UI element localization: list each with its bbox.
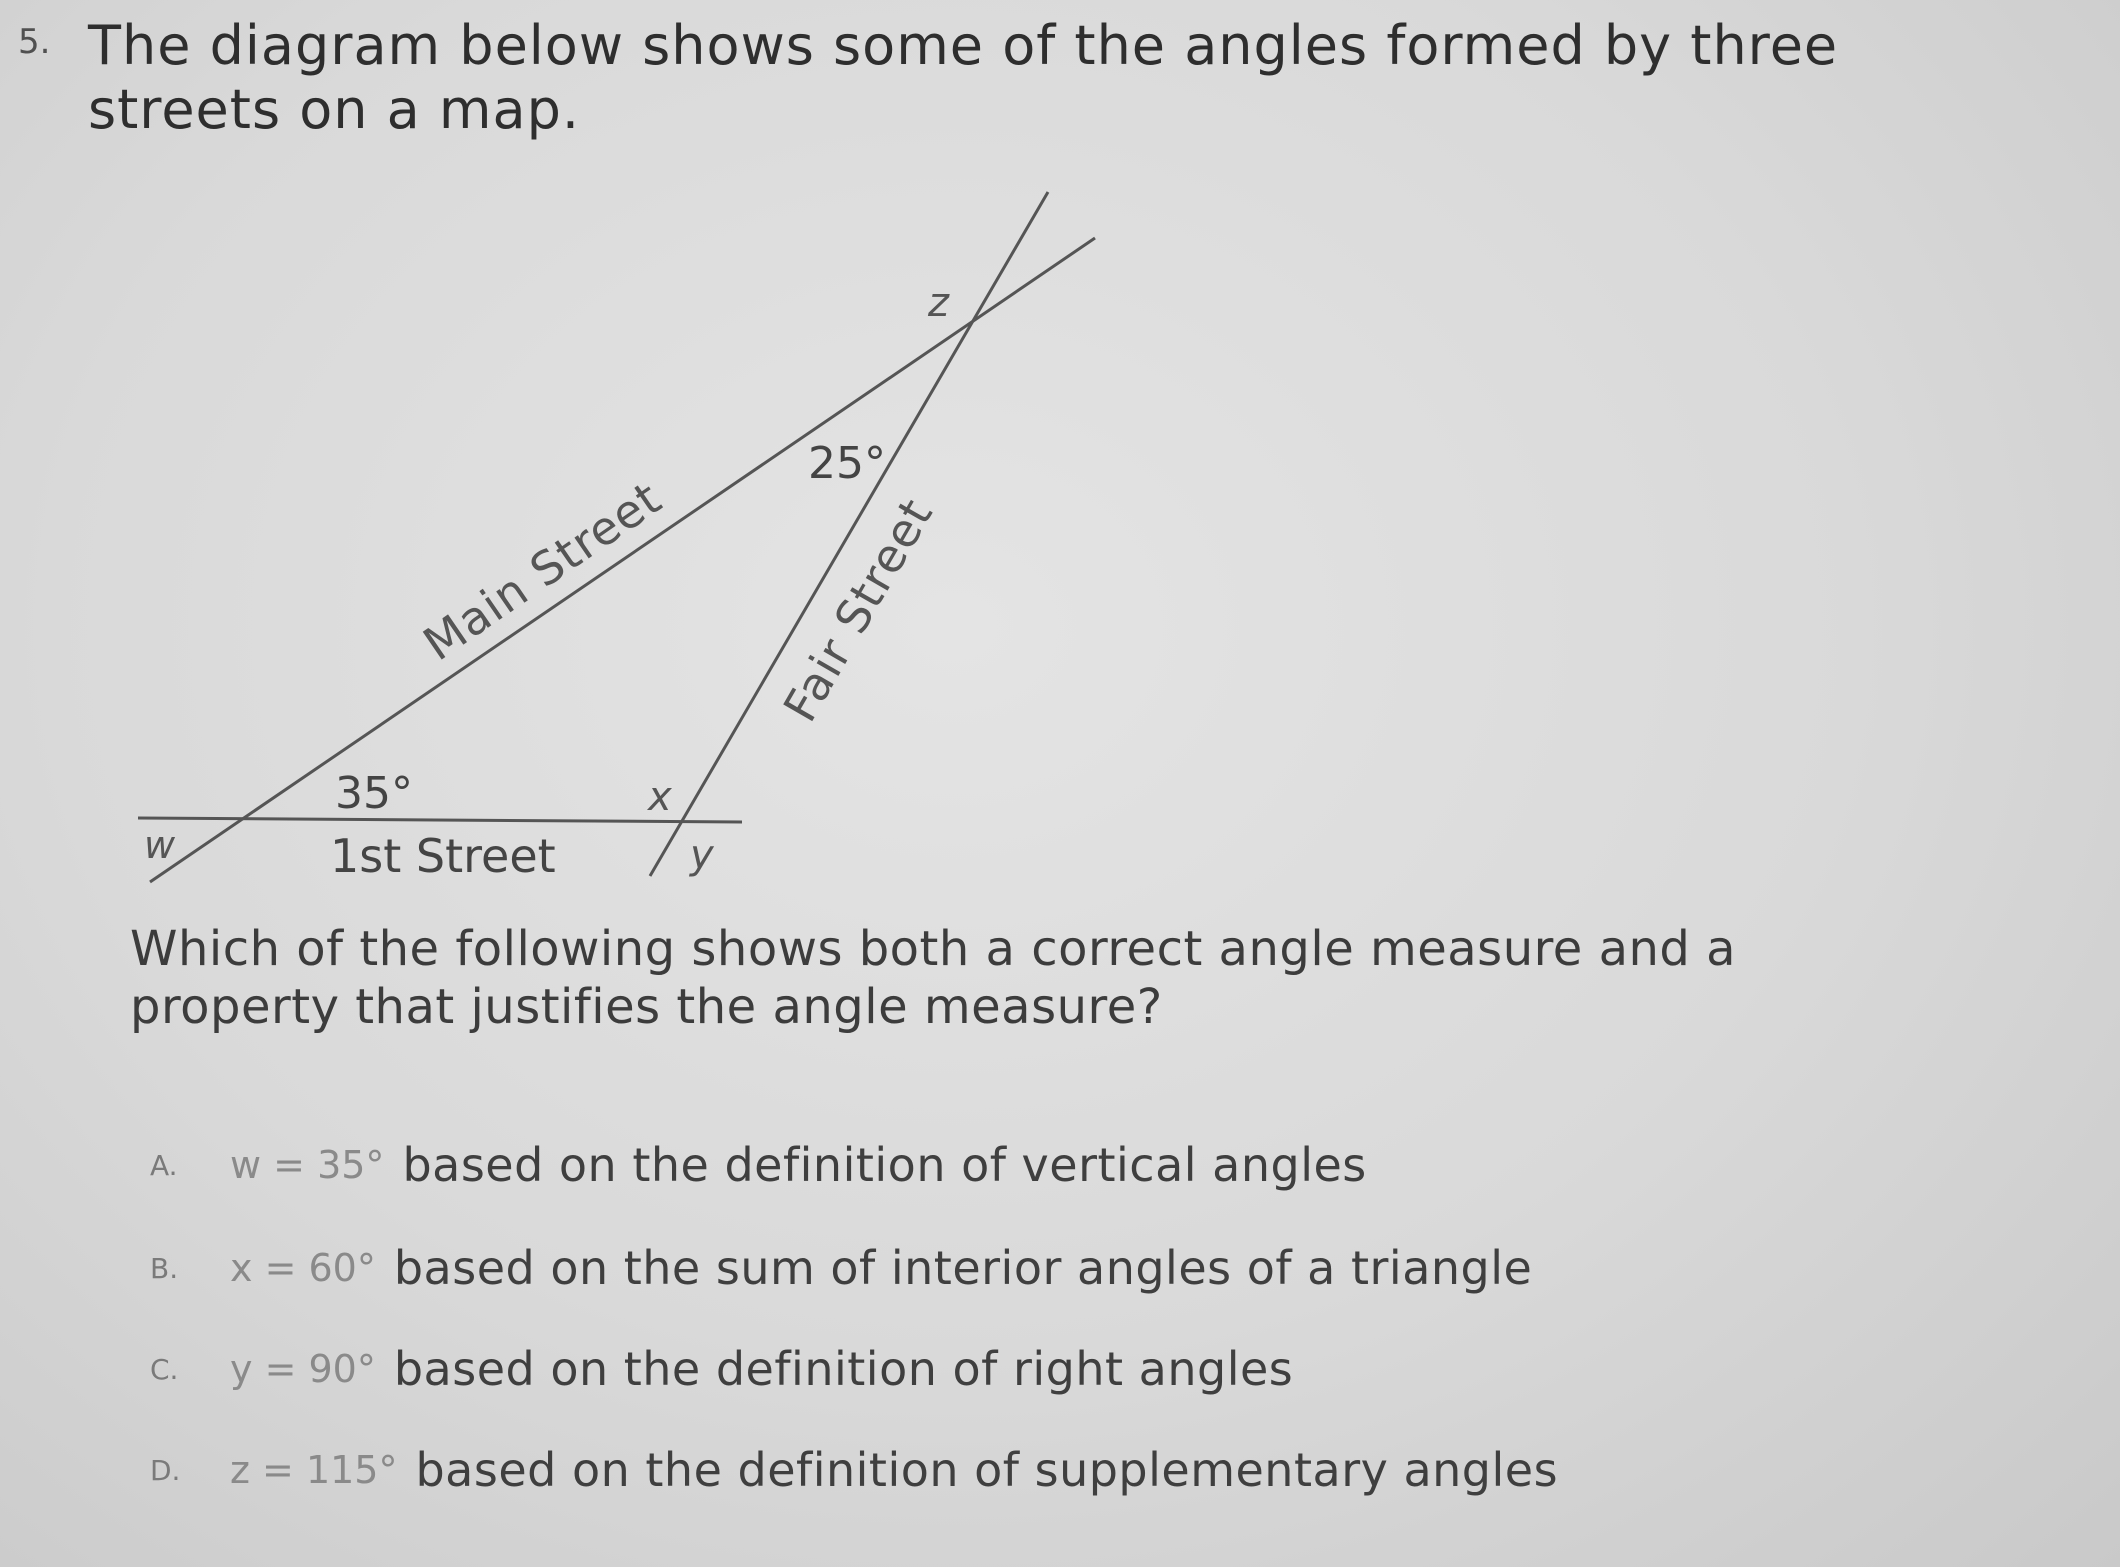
choice-text: based on the definition of vertical angles	[402, 1138, 1367, 1192]
choice-d[interactable]	[150, 1435, 1558, 1505]
fair-street-label: Fair Street	[772, 489, 944, 731]
angle-z-label: z	[928, 280, 949, 326]
choice-text: based on the definition of supplementary angles	[415, 1443, 1559, 1497]
choice-letter: B.	[150, 1251, 179, 1285]
angle-w-label: w	[144, 823, 176, 867]
fair-street-line	[650, 192, 1048, 876]
angle-y-label: y	[690, 832, 714, 878]
choice-a[interactable]	[150, 1130, 1367, 1200]
angle-35-label: 35°	[335, 768, 413, 819]
choice-c[interactable]	[150, 1334, 1293, 1404]
choice-letter: A.	[150, 1148, 178, 1182]
choice-b[interactable]	[150, 1233, 1532, 1303]
choice-expression: y = 90°	[230, 1347, 376, 1391]
choice-expression: x = 60°	[230, 1246, 376, 1290]
question-text: The diagram below shows some of the angles formed by three streets on a map.	[88, 14, 1839, 141]
choice-letter: D.	[150, 1453, 181, 1487]
question-number: 5.	[18, 22, 51, 62]
choice-text: based on the sum of interior angles of a triangle	[393, 1241, 1533, 1295]
first-street-label: 1st Street	[330, 829, 556, 883]
angle-25-label: 25°	[808, 438, 886, 489]
angle-x-label: x	[648, 774, 672, 820]
choice-expression: w = 35°	[230, 1143, 385, 1187]
main-street-label: Main Street	[413, 470, 672, 672]
choice-expression: z = 115°	[230, 1448, 398, 1492]
prompt-text: Which of the following shows both a correct angle measure and a property that justifies the angle measure?	[130, 921, 1737, 1035]
main-street-line	[150, 238, 1095, 882]
choice-text: based on the definition of right angles	[393, 1342, 1294, 1396]
choice-letter: C.	[150, 1352, 179, 1386]
